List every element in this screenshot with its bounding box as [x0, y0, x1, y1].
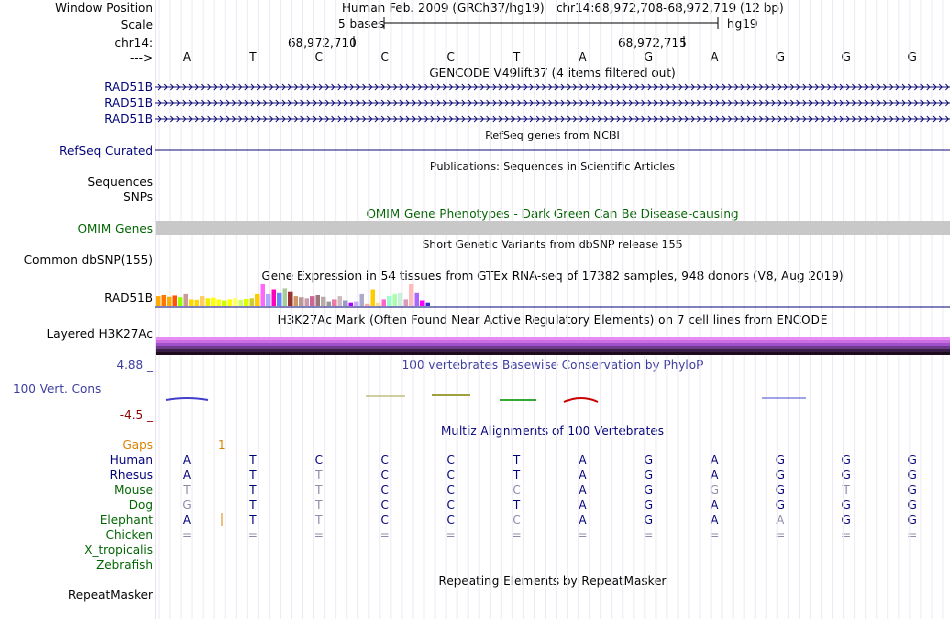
sequence-base: C — [446, 50, 455, 64]
sequence-base: C — [314, 50, 324, 64]
gtex-bar — [338, 296, 343, 306]
gtex-bar — [255, 294, 260, 306]
alignment-base: C — [380, 483, 389, 497]
omim-track-title[interactable]: OMIM Gene Phenotypes - Dark Green Can Be Disease-causing — [366, 207, 739, 221]
gencode-item-label[interactable]: RAD51B — [104, 96, 153, 110]
sequence-base: A — [578, 50, 587, 64]
alignment-base: C — [380, 468, 389, 482]
alignment-base: G — [182, 498, 192, 512]
publications-sequences-label[interactable]: Sequences — [87, 175, 153, 189]
phylop-track-title[interactable]: 100 vertebrates Basewise Conservation by PhyloP — [401, 358, 704, 372]
gtex-bar — [200, 296, 205, 306]
gtex-bar — [299, 297, 304, 306]
gtex-bar — [233, 298, 238, 306]
gaps-value: 1 — [218, 438, 226, 452]
gtex-bar — [415, 293, 420, 306]
sequence-base: G — [841, 50, 851, 64]
alignment-base: = — [841, 528, 852, 542]
gtex-bar — [404, 299, 409, 306]
gtex-bar — [239, 300, 244, 306]
alignment-base: = — [247, 528, 258, 542]
alignment-base: A — [578, 513, 587, 527]
gtex-bar — [206, 298, 211, 306]
alignment-base: T — [249, 468, 257, 482]
alignment-base: A — [578, 468, 587, 482]
gtex-bar — [365, 304, 370, 306]
species-label[interactable]: Chicken — [105, 528, 153, 542]
h3k27ac-track-label[interactable]: Layered H3K27Ac — [46, 327, 153, 341]
alignment-base: T — [249, 498, 257, 512]
species-label[interactable]: Dog — [128, 498, 153, 512]
gtex-bar — [420, 301, 425, 307]
sequence-base: T — [512, 50, 521, 64]
alignment-base: = — [775, 528, 786, 542]
alignment-base: G — [907, 513, 917, 527]
alignment-base: T — [512, 498, 521, 512]
alignment-base: = — [379, 528, 390, 542]
alignment-base: C — [446, 483, 455, 497]
gtex-bar — [156, 296, 161, 306]
strand-label: ---> — [129, 51, 153, 65]
gtex-bar — [371, 290, 376, 307]
sequence-base: G — [643, 50, 654, 64]
h3k27ac-band — [156, 352, 950, 355]
gtex-bar — [354, 302, 359, 306]
gtex-bar — [266, 294, 271, 306]
alignment-base: T — [315, 513, 323, 527]
gtex-bar — [387, 296, 392, 306]
window-position-label: Window Position — [55, 1, 153, 15]
alignment-base: A — [710, 513, 719, 527]
gencode-track-title[interactable]: GENCODE V49lift37 (4 items filtered out) — [429, 66, 676, 80]
gtex-bar — [305, 298, 310, 306]
alignment-base: A — [710, 498, 719, 512]
publications-track-title[interactable]: Publications: Sequences in Scientific Articles — [430, 160, 675, 173]
alignment-base: G — [775, 468, 785, 482]
alignment-base: = — [577, 528, 588, 542]
gtex-track-title[interactable]: Gene Expression in 54 tissues from GTEx RNA-seq of 17382 samples, 948 donors (V8, Aug 2019) — [261, 269, 844, 283]
alignment-base: = — [907, 528, 918, 542]
alignment-base: = — [445, 528, 456, 542]
phylop-signal — [564, 398, 598, 402]
alignment-base: C — [380, 513, 389, 527]
alignment-base: C — [380, 453, 389, 467]
h3k27ac-band — [156, 337, 950, 340]
alignment-base: A — [776, 513, 785, 527]
alignment-base: T — [315, 468, 323, 482]
alignment-base: C — [446, 513, 455, 527]
omim-bar — [156, 221, 950, 235]
alignment-base: = — [511, 528, 522, 542]
sequence-base: A — [182, 50, 192, 64]
sequence-base: G — [775, 50, 785, 64]
omim-track-label[interactable]: OMIM Genes — [77, 222, 153, 236]
gtex-bar — [167, 297, 172, 306]
alignment-base: A — [710, 468, 719, 482]
scale-assembly: hg19 — [727, 17, 758, 31]
h3k27ac-band — [156, 340, 950, 343]
alignment-base: T — [249, 513, 257, 527]
gtex-bar — [250, 298, 255, 306]
gtex-bar — [332, 299, 337, 306]
alignment-base: T — [249, 483, 257, 497]
alignment-base: C — [512, 513, 521, 527]
gtex-bar — [189, 299, 194, 306]
gtex-bar — [294, 296, 299, 306]
gtex-bar — [178, 297, 183, 306]
alignment-base: G — [775, 483, 785, 497]
species-label[interactable]: X_tropicalis — [84, 543, 153, 557]
alignment-base: G — [643, 453, 654, 467]
alignment-base: T — [842, 483, 850, 497]
gtex-bar — [184, 294, 189, 306]
sequence-base: G — [907, 50, 917, 64]
dbsnp-track-title[interactable]: Short Genetic Variants from dbSNP release 155 — [422, 238, 683, 251]
dbsnp-track-label[interactable]: Common dbSNP(155) — [23, 253, 153, 267]
phylop-signal — [166, 398, 208, 400]
alignment-base: G — [775, 453, 785, 467]
gtex-bar — [393, 294, 398, 306]
alignment-base: G — [643, 498, 654, 512]
alignment-base: G — [643, 468, 654, 482]
alignment-base: = — [643, 528, 654, 542]
gtex-bar — [277, 293, 282, 306]
gtex-bar — [162, 295, 167, 306]
gtex-track-label[interactable]: RAD51B — [104, 291, 153, 305]
scale-value: 5 bases — [338, 17, 385, 31]
gtex-bar — [398, 293, 403, 306]
alignment-base: G — [907, 468, 917, 482]
sequence-base: T — [249, 50, 257, 64]
gtex-bar — [382, 299, 387, 306]
alignment-base: G — [907, 453, 917, 467]
gtex-bar — [195, 300, 200, 306]
gtex-bar — [343, 301, 348, 307]
alignment-base: G — [841, 498, 851, 512]
gtex-bar — [173, 295, 178, 306]
alignment-base: G — [643, 513, 654, 527]
species-label[interactable]: Zebrafish — [96, 558, 153, 572]
alignment-base: A — [578, 498, 587, 512]
gtex-bar — [283, 288, 288, 306]
repeatmasker-track-title[interactable]: Repeating Elements by RepeatMasker — [438, 574, 667, 588]
alignment-base: A — [578, 453, 587, 467]
alignment-base: G — [775, 498, 785, 512]
gtex-bar — [327, 302, 332, 306]
alignment-base: = — [181, 528, 193, 542]
gtex-bar — [222, 301, 227, 307]
species-label[interactable]: Elephant — [99, 513, 153, 527]
gtex-bar — [360, 294, 365, 306]
publications-snps-label[interactable]: SNPs — [123, 190, 153, 204]
scale-label: Scale — [120, 18, 153, 32]
gtex-bar — [316, 295, 321, 306]
gtex-bar — [244, 299, 249, 306]
gtex-bar — [376, 303, 381, 306]
gencode-item-label[interactable]: RAD51B — [104, 80, 153, 94]
alignment-base: = — [709, 528, 720, 542]
alignment-base: T — [512, 468, 521, 482]
multiz-track-title[interactable]: Multiz Alignments of 100 Vertebrates — [440, 424, 665, 438]
species-label[interactable]: Human — [109, 453, 153, 467]
alignment-base: G — [907, 483, 917, 497]
gtex-bar — [217, 299, 222, 306]
alignment-base: = — [313, 528, 324, 542]
gtex-bar — [211, 298, 216, 306]
alignment-base: G — [841, 513, 851, 527]
alignment-base: A — [710, 453, 719, 467]
alignment-base: C — [314, 453, 324, 467]
gtex-bar — [349, 303, 354, 306]
alignment-base: G — [907, 498, 917, 512]
gtex-bar — [272, 290, 277, 307]
h3k27ac-track-title[interactable]: H3K27Ac Mark (Often Found Near Active Regulatory Elements) on 7 cell lines from ENCODE — [277, 313, 828, 327]
alignment-base: A — [578, 483, 587, 497]
alignment-base: T — [183, 483, 191, 497]
alignment-base: G — [709, 483, 719, 497]
alignment-base: G — [841, 453, 851, 467]
alignment-base: C — [446, 468, 455, 482]
alignment-base: A — [182, 468, 192, 482]
alignment-base: C — [380, 498, 389, 512]
alignment-base: G — [841, 468, 851, 482]
phylop-min-label: -4.5 _ — [119, 408, 153, 422]
alignment-base: T — [249, 453, 257, 467]
alignment-base: A — [182, 453, 192, 467]
alignment-base: C — [446, 498, 455, 512]
alignment-base: T — [315, 483, 323, 497]
alignment-base: C — [512, 483, 521, 497]
gtex-bar — [310, 296, 315, 306]
alignment-base: T — [512, 453, 521, 467]
phylop-track-label[interactable]: 100 Vert. Cons — [13, 382, 102, 396]
phylop-max-label: 4.88 _ — [116, 358, 153, 372]
gtex-bar — [426, 303, 431, 306]
h3k27ac-band — [156, 346, 950, 349]
alignment-base: C — [446, 453, 455, 467]
sequence-base: A — [710, 50, 719, 64]
h3k27ac-band — [156, 343, 950, 346]
gencode-item-label[interactable]: RAD51B — [104, 112, 153, 126]
chrom-label: chr14: — [114, 36, 153, 50]
alignment-base: A — [182, 513, 192, 527]
species-label[interactable]: Mouse — [114, 483, 153, 497]
repeatmasker-track-label[interactable]: RepeatMasker — [67, 588, 153, 602]
gtex-bar — [321, 297, 326, 306]
refseq-track-label[interactable]: RefSeq Curated — [59, 144, 153, 158]
h3k27ac-band — [156, 349, 950, 352]
gaps-label[interactable]: Gaps — [122, 438, 153, 452]
gtex-bar — [228, 299, 233, 306]
alignment-base: G — [643, 483, 654, 497]
species-label[interactable]: Rhesus — [109, 468, 153, 482]
coord-label-b: 68,972,715 — [618, 36, 687, 50]
coord-label-a: 68,972,710 — [288, 36, 357, 50]
gtex-bar — [409, 284, 414, 306]
refseq-track-title[interactable]: RefSeq genes from NCBI — [485, 129, 620, 142]
window-position-value: Human Feb. 2009 (GRCh37/hg19) chr14:68,972,708-68,972,719 (12 bp) — [342, 1, 784, 15]
gtex-bar — [261, 284, 266, 306]
alignment-base: T — [315, 498, 323, 512]
sequence-base: C — [380, 50, 389, 64]
gtex-bar — [288, 292, 293, 306]
